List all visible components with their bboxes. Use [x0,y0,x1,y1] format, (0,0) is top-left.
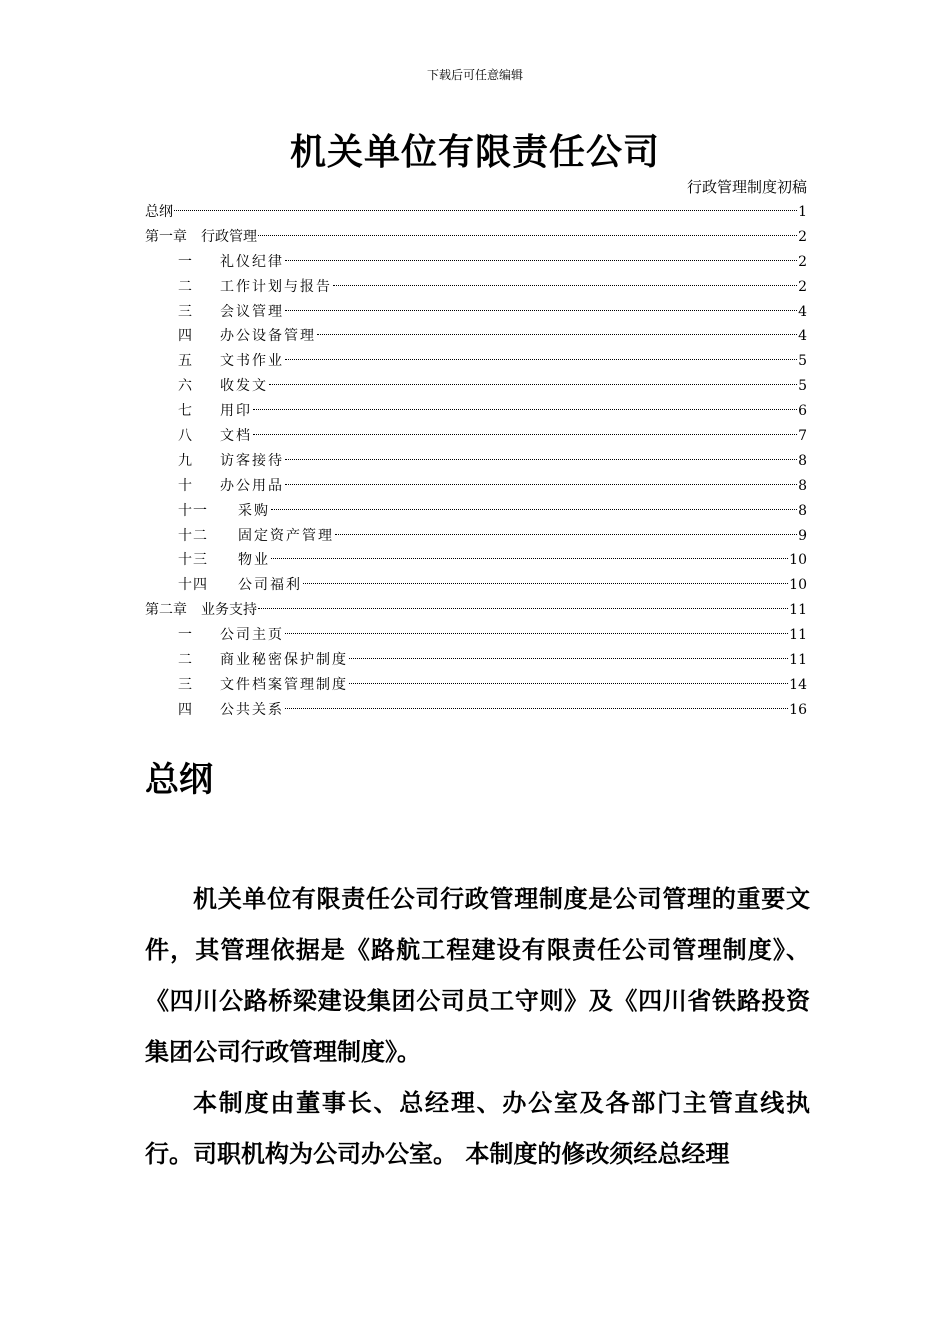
toc-entry-number: 第一章 [145,228,187,245]
toc-dot-leader [303,583,788,584]
toc-entry-label: 公司福利 [238,577,302,594]
toc-entry-number: 二 [178,278,193,295]
toc-dot-leader [174,210,797,211]
toc-entry[interactable] [145,424,807,449]
toc-entry[interactable] [145,573,807,598]
toc-entry[interactable] [145,474,807,499]
toc-entry-label: 公司主页 [220,627,284,644]
toc-entry[interactable] [145,499,807,524]
toc-entry-number: 一 [178,253,193,270]
toc-dot-leader [349,683,788,684]
document-subtitle: 行政管理制度初稿 [686,178,807,196]
toc-entry-label: 文档 [220,428,252,445]
toc-entry-label: 商业秘密保护制度 [220,652,348,669]
body-text [145,873,810,1179]
toc-entry-label: 工作计划与报告 [220,278,332,295]
toc-entry-label: 固定资产管理 [238,527,334,544]
toc-entry[interactable] [145,524,807,549]
toc-entry-number: 二 [178,652,193,669]
toc-entry[interactable] [145,349,807,374]
toc-entry-label: 办公设备管理 [220,328,316,345]
toc-entry-page: 11 [789,627,807,644]
toc-entry-page: 10 [789,577,807,594]
toc-entry[interactable] [145,275,807,300]
toc-entry[interactable] [145,648,807,673]
toc-dot-leader [285,633,788,634]
toc-dot-leader [253,434,797,435]
toc-dot-leader [271,509,797,510]
toc-dot-leader [285,459,797,460]
toc-entry-number: 第二章 [145,602,187,619]
toc-entry-page: 8 [798,502,807,519]
toc-dot-leader [271,558,788,559]
toc-entry-label: 礼仪纪律 [220,253,284,270]
toc-entry-page: 4 [798,303,807,320]
toc-entry[interactable] [145,250,807,275]
toc-entry-number: 九 [178,452,193,469]
toc-dot-leader [285,260,797,261]
toc-dot-leader [333,285,797,286]
toc-entry-page: 14 [789,676,807,693]
toc-entry-page: 2 [798,253,807,270]
toc-dot-leader [258,608,788,609]
section-heading: 总纲 [145,760,213,800]
toc-entry[interactable] [145,548,807,573]
toc-entry-page: 8 [798,477,807,494]
toc-entry-label: 总纲 [145,204,173,220]
toc-dot-leader [285,708,788,709]
toc-entry-page: 11 [789,602,807,619]
toc-entry-label: 访客接待 [220,452,284,469]
toc-entry-number: 十三 [178,552,208,569]
document-title: 机关单位有限责任公司 [289,131,660,173]
toc-entry-number: 十 [178,477,193,494]
toc-entry[interactable] [145,324,807,349]
toc-entry-label: 用印 [220,403,252,420]
toc-entry[interactable] [145,200,807,225]
header-note: 下载后可任意编辑 [426,68,523,82]
toc-entry-number: 十一 [178,502,208,519]
toc-entry-page: 9 [798,527,807,544]
toc-entry-page: 2 [798,278,807,295]
toc-entry-label: 公共关系 [220,701,284,718]
toc-entry-page: 4 [798,328,807,345]
toc-entry-label: 收发文 [220,378,268,395]
paragraph: 本制度由董事长、总经理、办公室及各部门主管直线执行。司职机构为公司办公室。 本制度的修改须经总经理 [145,1088,810,1168]
toc-entry[interactable] [145,598,807,623]
toc-dot-leader [335,534,797,535]
toc-entry-label: 文书作业 [220,353,284,370]
toc-dot-leader [253,409,797,410]
toc-dot-leader [285,310,797,311]
paragraph: 机关单位有限责任公司行政管理制度是公司管理的重要文件，其管理依据是《路航工程建设有限责任公司管理制度》、《四川公路桥梁建设集团公司员工守则》及《四川省铁路投资集团公司行政管理制度》。 [145,884,810,1066]
toc-entry[interactable] [145,698,807,723]
toc-entry-page: 11 [789,652,807,669]
toc-entry-number: 七 [178,403,193,420]
toc-entry[interactable] [145,673,807,698]
toc-dot-leader [269,384,797,385]
toc-entry-number: 十四 [178,577,208,594]
toc-dot-leader [258,235,797,236]
toc-entry-page: 8 [798,452,807,469]
toc-entry-label: 办公用品 [220,477,284,494]
toc-entry-label: 业务支持 [201,602,257,619]
toc-entry-page: 5 [798,378,807,395]
toc-dot-leader [285,359,797,360]
toc-entry-page: 1 [798,204,807,220]
toc-entry-label: 采购 [238,502,270,519]
toc-dot-leader [349,658,788,659]
toc-entry-page: 16 [789,701,807,718]
toc-entry-page: 6 [798,403,807,420]
toc-entry-number: 四 [178,701,193,718]
toc-entry-label: 会议管理 [220,303,284,320]
toc-dot-leader [285,484,797,485]
toc-entry[interactable] [145,225,807,250]
toc-entry-number: 十二 [178,527,208,544]
toc-dot-leader [317,334,797,335]
toc-entry[interactable] [145,399,807,424]
toc-entry[interactable] [145,449,807,474]
toc-entry[interactable] [145,623,807,648]
toc-entry-page: 10 [789,552,807,569]
toc-entry-number: 四 [178,328,193,345]
toc-entry-number: 五 [178,353,193,370]
toc-entry-number: 三 [178,676,193,693]
toc-entry[interactable] [145,300,807,325]
toc-entry-label: 文件档案管理制度 [220,676,348,693]
table-of-contents [145,200,807,723]
toc-entry-page: 5 [798,353,807,370]
toc-entry-number: 一 [178,627,193,644]
toc-entry-page: 7 [798,428,807,445]
toc-entry-label: 物业 [238,552,270,569]
toc-entry-number: 八 [178,428,193,445]
toc-entry-page: 2 [798,228,807,245]
toc-entry-number: 三 [178,303,193,320]
toc-entry-label: 行政管理 [201,228,257,245]
toc-entry[interactable] [145,374,807,399]
toc-entry-number: 六 [178,378,193,395]
